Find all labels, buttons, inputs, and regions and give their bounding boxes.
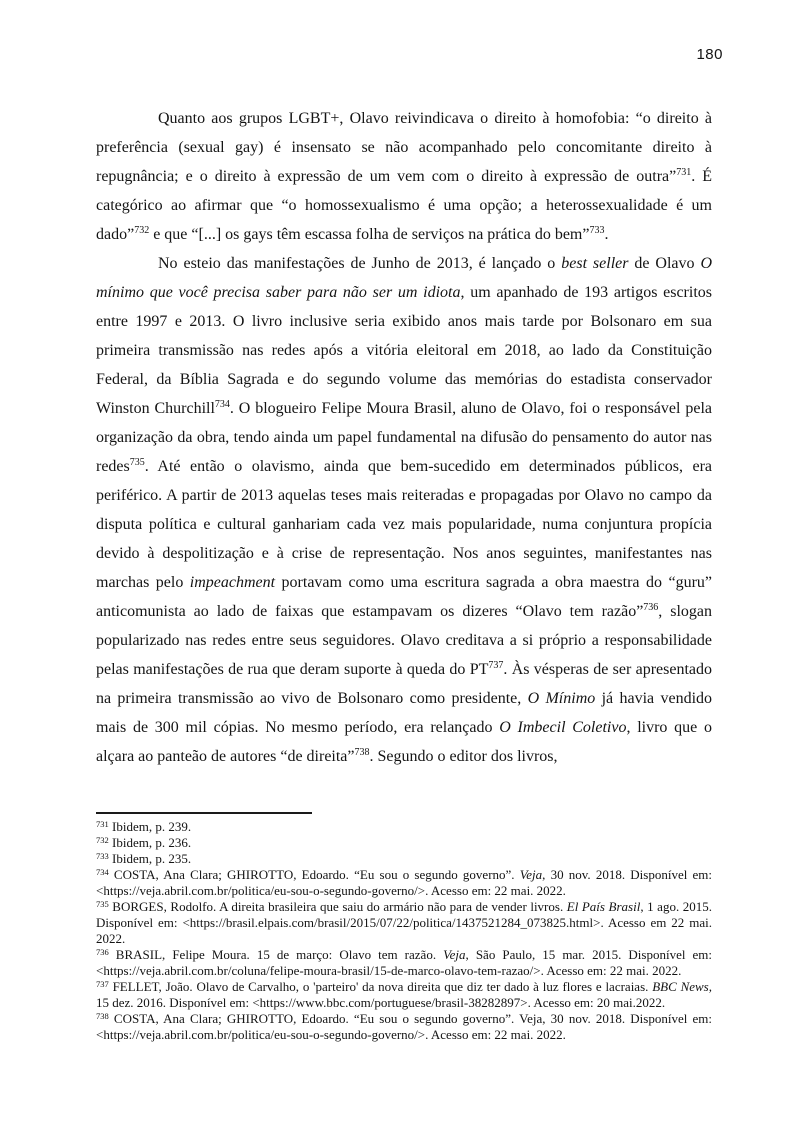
text-segment: , slogan popularizado nas redes entre seus seguidores. Olavo creditava a si próprio a responsabilidade pelas manifestações de rua que deram suporte à queda do PT xyxy=(96,603,712,678)
footnote-item xyxy=(96,1011,712,1043)
text-segment: , livro que o alçara ao panteão de autores “de direita” xyxy=(96,719,712,765)
text-segment: de Olavo xyxy=(628,255,701,272)
text-segment: impeachment xyxy=(189,574,276,591)
text-segment: Ibidem, p. 236. xyxy=(108,835,192,850)
text-segment: Veja xyxy=(519,867,543,882)
text-segment: 731 xyxy=(676,167,692,178)
footnote-separator xyxy=(96,812,312,814)
footnote-number: 737 xyxy=(96,979,109,989)
footnote-text xyxy=(109,851,191,866)
text-segment: COSTA, Ana Clara; GHIROTTO, Edoardo. “Eu sou o segundo governo”. Veja, 30 nov. 2018. Disponível em: <https://veja.abril.com.br/politica/eu-sou-o-segundo-governo/>. Acesso em: 22 mai. 2022. xyxy=(96,1011,712,1042)
text-segment: O mínimo que você precisa saber para não ser um idiota xyxy=(96,255,713,301)
footnote-text xyxy=(96,899,712,946)
text-segment: 737 xyxy=(488,660,504,671)
text-segment: BRASIL, Felipe Moura. 15 de março: Olavo tem razão. xyxy=(108,947,444,962)
footnote-number: 735 xyxy=(96,899,109,909)
text-segment: FELLET, João. Olavo de Carvalho, o 'parteiro' da nova direita que diz ter dado à luz flores e lacraias. xyxy=(108,979,653,994)
body-text xyxy=(96,104,712,771)
text-segment: 734 xyxy=(214,399,230,410)
text-segment: Ibidem, p. 239. xyxy=(108,819,192,834)
text-segment: Quanto aos grupos LGBT+, Olavo reivindicava o direito à homofobia: “o direito à preferência (sexual gay) é insensato se não acompanhado pelo concomitante direito à repugnância; e o direito à expressão de um vem com o direito à expressão de outra” xyxy=(96,110,712,185)
text-segment: , São Paulo, 15 mar. 2015. Disponível em: <https://veja.abril.com.br/coluna/felipe-moura-brasil/15-de-marco-olavo-tem-razao/>. Acesso em: 22 mai. 2022. xyxy=(96,947,712,978)
text-segment: , 30 nov. 2018. Disponível em: <https://veja.abril.com.br/politica/eu-sou-o-segundo-governo/>. Acesso em: 22 mai. 2022. xyxy=(96,867,713,898)
page-number: 180 xyxy=(696,46,723,63)
footnote-number: 734 xyxy=(96,867,109,877)
text-segment: e que “[...] os gays têm escassa folha de serviços na prática do bem” xyxy=(149,226,590,243)
footnote-text xyxy=(109,835,191,850)
text-segment: . Até então o olavismo, ainda que bem-sucedido em determinados públicos, era periférico. A partir de 2013 aquelas teses mais reiteradas e propagadas por Olavo no campo da disputa política e cultural ganhariam cada vez mais popularidade, numa conjuntura propícia devido à despolitização e à crise de representação. Nos anos seguintes, manifestantes nas marchas pelo xyxy=(96,458,712,591)
text-segment: já havia vendido mais de 300 mil cópias. No mesmo período, era relançado xyxy=(96,690,713,736)
paragraph xyxy=(96,249,712,771)
text-segment: . Segundo o editor dos livros, xyxy=(369,748,558,765)
footnote-text xyxy=(96,979,712,1010)
footnote-text xyxy=(96,867,712,898)
text-segment: No esteio das manifestações de Junho de 2013, é lançado o xyxy=(158,255,562,272)
footnote-item xyxy=(96,851,712,867)
text-segment: best seller xyxy=(561,255,629,272)
text-segment: El País Brasil xyxy=(566,899,641,914)
footnote-text xyxy=(109,819,191,834)
text-segment: O Imbecil Coletivo xyxy=(499,719,627,736)
footnote-item xyxy=(96,899,712,947)
footnote-item xyxy=(96,819,712,835)
footnote-number: 738 xyxy=(96,1011,109,1021)
text-segment: COSTA, Ana Clara; GHIROTTO, Edoardo. “Eu sou o segundo governo”. xyxy=(108,867,520,882)
footnote-number: 732 xyxy=(96,835,109,845)
text-segment: Veja xyxy=(443,947,466,962)
text-segment: 733 xyxy=(589,225,605,236)
text-segment: . Às vésperas de ser apresentado na primeira transmissão ao vivo de Bolsonaro como presidente, xyxy=(96,661,713,707)
footnote-text xyxy=(96,947,712,978)
text-segment: 738 xyxy=(354,747,370,758)
text-segment: 15 dez. 2016. Disponível em: <https://www.bbc.com/portuguese/brasil-38282897>. Acesso em: 20 mai.2022. xyxy=(96,995,666,1010)
text-segment: BORGES, Rodolfo. A direita brasileira que saiu do armário não para de vender livros. xyxy=(108,899,567,914)
text-segment: . É categórico ao afirmar que “o homossexualismo é uma opção; a heterossexualidade é um dado” xyxy=(96,168,712,243)
footnotes-section xyxy=(96,819,712,1043)
footnote-number: 736 xyxy=(96,947,109,957)
text-segment: Ibidem, p. 235. xyxy=(108,851,192,866)
footnote-item xyxy=(96,979,712,1011)
text-segment: . O blogueiro Felipe Moura Brasil, aluno de Olavo, foi o responsável pela organização da obra, tendo ainda um papel fundamental na difusão do pensamento do autor nas redes xyxy=(96,400,712,475)
footnote-item xyxy=(96,947,712,979)
text-segment: 736 xyxy=(643,602,659,613)
footnote-item xyxy=(96,867,712,899)
text-segment: , 1 ago. 2015. Disponível em: <https://brasil.elpais.com/brasil/2015/07/22/politica/1437521284_073825.html>. Acesso em 22 mai. 2022. xyxy=(96,899,712,946)
text-segment: portavam como uma escritura sagrada a obra maestra do “guru” anticomunista ao lado de faixas que estampavam os dizeres “Olavo tem razão” xyxy=(96,574,712,620)
text-segment: . xyxy=(604,226,609,243)
text-segment: O Mínimo xyxy=(527,690,596,707)
text-segment: 732 xyxy=(134,225,150,236)
text-segment: , um apanhado de 193 artigos escritos entre 1997 e 2013. O livro inclusive seria exibido anos mais tarde por Bolsonaro em sua primeira transmissão nas redes após a vitória eleitoral em 2018, ao lado da Constituição Federal, da Bíblia Sagrada e do segundo volume das memórias do estadista conservador Winston Churchill xyxy=(96,284,713,417)
paragraph xyxy=(96,104,712,249)
footnote-item xyxy=(96,835,712,851)
text-segment: BBC News, xyxy=(652,979,712,994)
footnote-number: 733 xyxy=(96,851,109,861)
footnote-number: 731 xyxy=(96,819,109,829)
text-segment: 735 xyxy=(129,457,145,468)
footnote-text xyxy=(96,1011,712,1042)
